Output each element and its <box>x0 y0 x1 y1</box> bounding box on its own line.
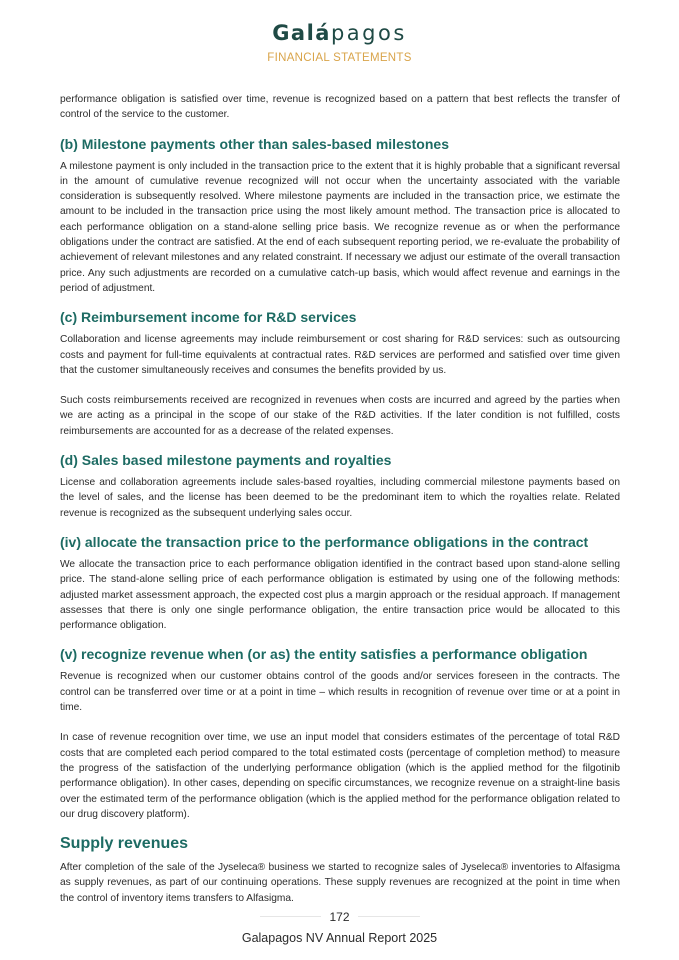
section-label: FINANCIAL STATEMENTS <box>267 52 412 64</box>
page-number: 172 <box>321 909 357 925</box>
heading-sales-based-milestones: (d) Sales based milestone payments and royalties <box>60 452 392 469</box>
intro-paragraph: performance obligation is satisfied over time, revenue is recognized based on a pattern that best reflects the transfer of control of the service to the customer. <box>60 94 620 121</box>
paragraph-sales-based-milestones: License and collaboration agreements include sales-based royalties, including commercial milestone payments based on the level of sales, and the license has been deemed to be the predominant item to which the royalties relate. Related revenue is recognized as the subsequent underlying sales occur. <box>60 477 620 519</box>
paragraph-supply-revenues: After completion of the sale of the Jyseleca® business we started to recognize sales of Jyseleca® inventories to Alfasigma as supply revenues, as part of our continuing operations. These supply revenues are recognized at the point in time when the control of inventory items transfers to Alfasigma. <box>60 862 620 904</box>
heading-milestone-payments: (b) Milestone payments other than sales-based milestones <box>60 135 449 152</box>
heading-allocate-transaction-price: (iv) allocate the transaction price to the performance obligations in the contract <box>60 533 589 550</box>
logo-light-text: pagos <box>330 21 407 45</box>
heading-supply-revenues: Supply revenues <box>60 835 189 853</box>
paragraph-recognize-revenue-1: Revenue is recognized when our customer obtains control of the goods and/or services foreseen in the contracts. The control can be transferred over time or at a point in time – which results in recognition of revenue over time or at a point in time. <box>60 671 620 714</box>
heading-reimbursement-income: (c) Reimbursement income for R&D services <box>60 309 357 326</box>
paragraph-recognize-revenue-2: In case of revenue recognition over time, we use an input model that considers estimates of the percentage of total R&D costs that are completed each period compared to the total estimated costs (percentage of completion method) to measure the progress of the satisfaction of the underlying performance obligation (which is the applied method for the filgotinib performance obligation). In other cases, depending on specific circumstances, we recognize revenue on a straight-line basis over the estimated term of the performance obligation (which is the applied method for the performance obligation related to our drug discovery platform). <box>60 732 620 820</box>
heading-recognize-revenue: (v) recognize revenue when (or as) the entity satisfies a performance obligation <box>60 646 588 663</box>
page-header <box>0 20 679 65</box>
logo-bold-text: Galá <box>272 21 331 45</box>
main-content <box>60 92 620 906</box>
paragraph-reimbursement-1: Collaboration and license agreements may include reimbursement or cost sharing for R&D services: such as outsourcing costs and payment for full-time equivalents at contractual rates. R&D services are performed and satisfied over time given that the customer simultaneously receives and consumes the benefits provided by us. <box>60 334 620 376</box>
page-footer <box>0 907 679 946</box>
paragraph-reimbursement-2: Such costs reimbursements received are recognized in revenues when costs are incurred and agreed by the parties when we are acting as a principal in the scope of our stake of the R&D activities. If the later condition is not fulfilled, costs reimbursements are accounted for as a decrease of the related expenses. <box>60 395 620 437</box>
report-title: Galapagos NV Annual Report 2025 <box>241 931 438 945</box>
galapagos-logo <box>272 20 407 46</box>
paragraph-allocate-transaction-price: We allocate the transaction price to each performance obligation identified in the contract based upon stand-alone selling price. The stand-alone selling price of each performance obligation is estimated by using one of the following methods: adjusted market assessment approach, the expected cost plus a margin approach or the residual approach. If management assesses that there is only one single performance obligation, the entire transaction price would be allocated to this performance obligation. <box>60 558 620 632</box>
paragraph-milestone-payments: A milestone payment is only included in the transaction price to the extent that it is highly probable that a significant reversal in the amount of cumulative revenue recognized will not occur when the uncertainty associated with the variable consideration is subsequently resolved. Where milestone payments are included in the transaction price, we estimate the amount to be included in the transaction price using the most likely amount method. The transaction price is allocated to each performance obligation on a stand-alone selling price basis. We recognize revenue as or when the performance obligations under the contract are satisfied. At the end of each subsequent reporting period, we re-evaluate the probability of achievement of relevant milestones and any related constraint. If necessary we adjust our estimate of the overall transaction price. Any such adjustments are recorded on a cumulative catch-up basis, which would affect revenue and earnings in the period of adjustment. <box>60 160 620 294</box>
